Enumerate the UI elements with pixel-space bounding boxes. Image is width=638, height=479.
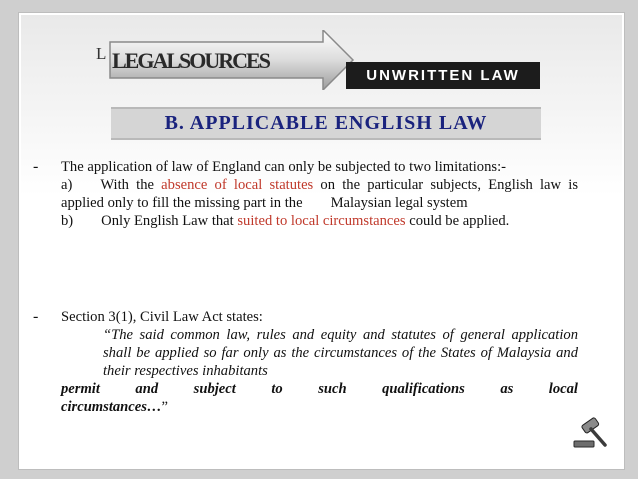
point-2-close: ” (161, 399, 169, 415)
point-2-bold-line-1: permit and subject to such qualifications as local (61, 381, 578, 397)
point-2-quote: “The said common law, rules and equity and statutes of general application shall be applied so far only as the circumstances of the States of Malaysia and their respectives inhabitants (103, 327, 578, 379)
point-2-intro: Section 3(1), Civil Law Act states: (61, 309, 263, 325)
point-1-b-post: could be applied. (405, 213, 510, 229)
bullet-1: - (33, 158, 39, 175)
tag-label: LEGALSOURCES (112, 48, 269, 73)
point-1-b-highlight: suited to local circumstances (237, 213, 406, 229)
point-1-b (61, 212, 578, 230)
point-1-b-pre: Only English Law that (101, 213, 238, 229)
unwritten-law-badge: UNWRITTEN LAW (346, 62, 540, 89)
point-2 (61, 308, 578, 416)
point-1-a (61, 176, 578, 212)
point-1-a-end: Malaysian legal system (330, 195, 468, 211)
point-2-bold-line-2: circumstances… (61, 399, 162, 415)
point-1-intro: The application of law of England can only be subjected to two limitations:- (61, 159, 506, 175)
gavel-icon[interactable] (572, 415, 608, 451)
point-1-a-label: a) (61, 177, 73, 193)
tag-prefix: L (96, 44, 108, 63)
point-1-a-post: on the particular subjects, English law is applied only to fill the missing part in the (61, 177, 578, 211)
bullet-2: - (33, 308, 39, 325)
point-1-a-pre: With the (100, 177, 162, 193)
tag-ghost (96, 44, 107, 64)
point-1-b-label: b) (61, 213, 74, 229)
point-1 (61, 158, 578, 230)
slide-heading: B. APPLICABLE ENGLISH LAW (111, 107, 541, 140)
point-1-a-highlight: absence of local statutes (161, 177, 314, 193)
